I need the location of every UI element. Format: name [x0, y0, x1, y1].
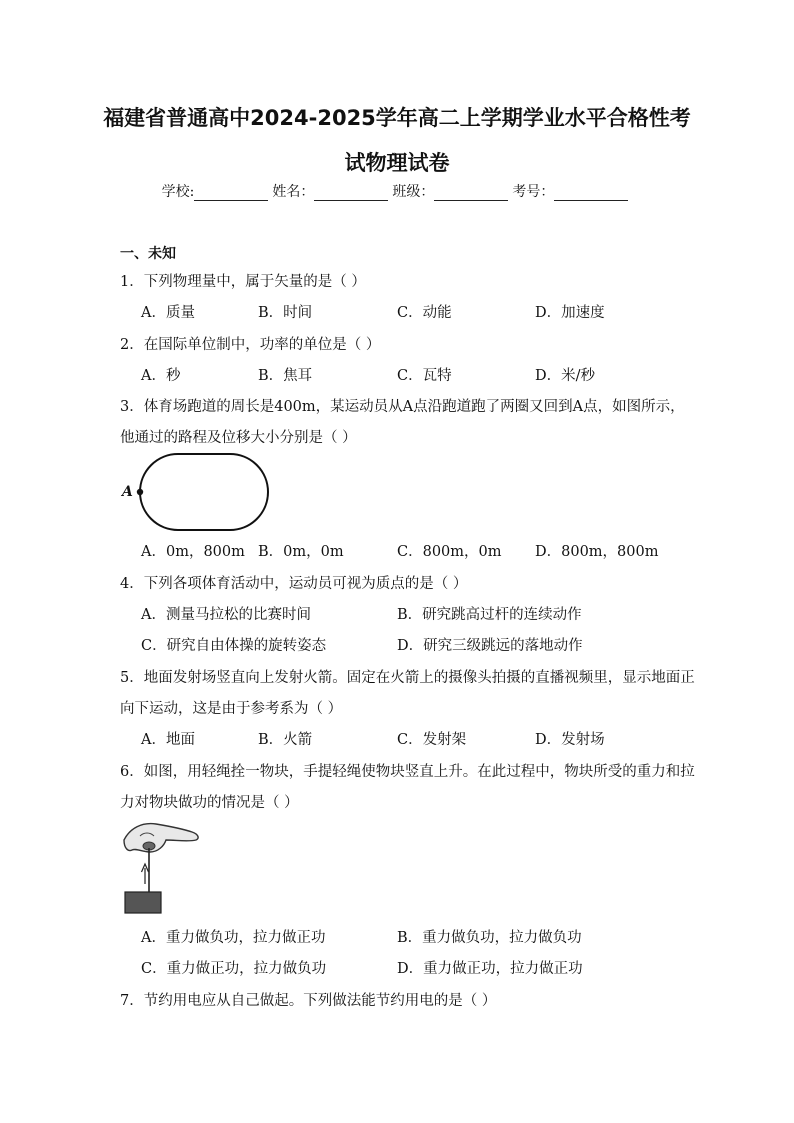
q4-option-d[interactable]: D．研究三级跳远的落地动作 [397, 638, 583, 654]
q5-option-c[interactable]: C．发射架 [397, 732, 467, 748]
q5-option-b[interactable]: B．火箭 [258, 732, 313, 748]
question-5-stem-line2: 向下运动，这是由于参考系为（ ） [120, 701, 343, 717]
q6-option-b[interactable]: B．重力做负功，拉力做负功 [397, 930, 582, 946]
q4-option-a[interactable]: A．测量马拉松的比赛时间 [141, 607, 311, 623]
question-3-stem-line2: 他通过的路程及位移大小分别是（ ） [120, 430, 357, 446]
hand-rope-block-figure [120, 818, 212, 916]
q6-option-c[interactable]: C．重力做正功，拉力做负功 [141, 961, 327, 977]
name-label: 姓名： [272, 184, 315, 200]
q4-option-b[interactable]: B．研究跳高过杆的连续动作 [397, 607, 582, 623]
q2-option-c[interactable]: C．瓦特 [397, 368, 452, 384]
name-blank[interactable] [314, 186, 388, 201]
q6-option-d[interactable]: D．重力做正功，拉力做正功 [397, 961, 583, 977]
class-blank[interactable] [434, 186, 508, 201]
question-2-stem: 2．在国际单位制中，功率的单位是（ ） [120, 337, 381, 353]
question-3-stem-line1: 3．体育场跑道的周长是400m，某运动员从A点沿跑道跑了两圈又回到A点，如图所示， [120, 399, 685, 415]
question-7-stem: 7．节约用电应从自己做起。下列做法能节约用电的是（ ） [120, 993, 497, 1009]
q2-option-b[interactable]: B．焦耳 [258, 368, 313, 384]
q3-option-a[interactable]: A．0m，800m [141, 544, 245, 560]
q5-option-a[interactable]: A．地面 [141, 732, 195, 748]
hand-icon [124, 824, 198, 852]
q1-option-c[interactable]: C．动能 [397, 305, 452, 321]
exam-title-line1: 福建省普通高中2024-2025学年高二上学期学业水平合格性考 [103, 106, 691, 130]
point-a-marker [137, 489, 143, 495]
q3-option-d[interactable]: D．800m，800m [535, 544, 659, 560]
q3-option-c[interactable]: C．800m，0m [397, 544, 502, 560]
exam-title-line2: 试物理试卷 [344, 151, 450, 175]
block-shape [125, 892, 161, 913]
q4-option-c[interactable]: C．研究自由体操的旋转姿态 [141, 638, 327, 654]
question-5-stem-line1: 5．地面发射场竖直向上发射火箭。固定在火箭上的摄像头拍摄的直播视频里，显示地面正 [120, 670, 695, 686]
question-6-stem-line2: 力对物块做功的情况是（ ） [120, 795, 299, 811]
q3-option-b[interactable]: B．0m，0m [258, 544, 344, 560]
student-info-row [0, 181, 794, 201]
q2-option-a[interactable]: A．秒 [141, 368, 181, 384]
q1-option-a[interactable]: A．质量 [141, 305, 195, 321]
section-heading: 一、未知 [120, 246, 176, 262]
exam-no-blank[interactable] [554, 186, 628, 201]
running-track-figure [118, 450, 273, 534]
q6-option-a[interactable]: A．重力做负功，拉力做正功 [141, 930, 326, 946]
school-label: 学校: [161, 184, 195, 200]
question-4-stem: 4．下列各项体育活动中，运动员可视为质点的是（ ） [120, 576, 468, 592]
q1-option-b[interactable]: B．时间 [258, 305, 313, 321]
question-1-stem: 1．下列物理量中，属于矢量的是（ ） [120, 274, 366, 290]
point-a-label: A [122, 484, 133, 500]
school-blank[interactable] [194, 186, 268, 201]
q5-option-d[interactable]: D．发射场 [535, 732, 605, 748]
class-label: 班级： [392, 184, 435, 200]
question-6-stem-line1: 6．如图，用轻绳拴一物块，手提轻绳使物块竖直上升。在此过程中，物块所受的重力和拉 [120, 764, 695, 780]
q2-option-d[interactable]: D．米/秒 [535, 368, 596, 384]
exam-no-label: 考号： [512, 184, 555, 200]
q1-option-d[interactable]: D．加速度 [535, 305, 605, 321]
